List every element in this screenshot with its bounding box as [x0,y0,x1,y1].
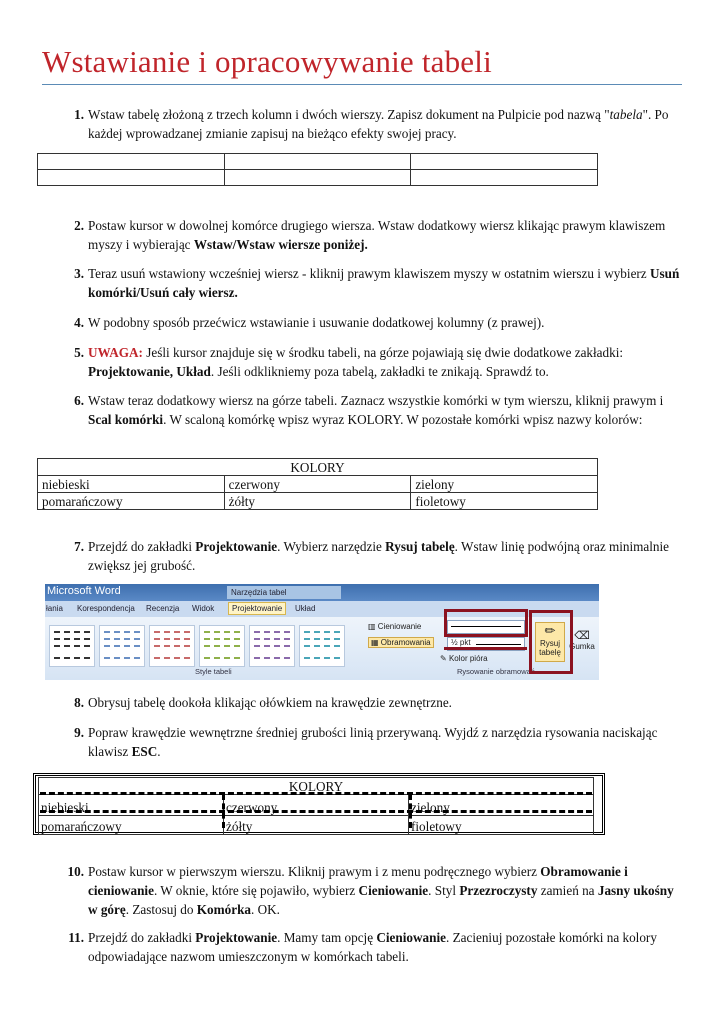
table-style-swatch[interactable] [99,625,145,667]
item-text: W podobny sposób przećwicz wstawianie i usuwanie dodatkowej kolumny (z prawej). [88,315,545,330]
dashed-col-line [409,794,412,828]
item-text: Postaw kursor w dowolnej komórce drugiego wiersza. Wstaw dodatkowy wiersz klikając prawym klawiszem myszy i wybierając Wstaw/Wstaw wiersze poniżej. [88,218,666,252]
instruction-1 [42,105,682,143]
instruction-3 [42,264,682,302]
styled-color-cell: żółty [224,816,409,835]
tab-korespondencja[interactable]: Korespondencja [77,604,135,613]
instruction-9 [42,723,682,761]
color-cell: pomarańczowy [38,493,225,510]
borders-icon: ▦ [371,638,381,647]
item-number: 3. [74,266,84,281]
instruction-6 [42,391,682,429]
instruction-7 [42,537,682,575]
color-cell: zielony [411,476,598,493]
shading-icon: ▥ [368,622,378,631]
shading-button[interactable]: ▥ Cieniowanie [368,622,422,631]
instruction-10 [42,862,682,919]
item-number: 10. [67,864,84,879]
group-label-draw: Rysowanie obramowań [457,667,535,676]
highlight-weight [444,633,527,650]
instruction-4 [42,313,682,332]
pencil-icon: ✏ [544,623,556,638]
instruction-5 [42,343,682,381]
color-cell: czerwony [224,476,411,493]
item-number: 2. [74,218,84,233]
dashed-row-line [40,810,592,813]
colors-header-cell: KOLORY [38,459,598,476]
instruction-2 [42,216,682,254]
pen-color-button[interactable]: ✎ Kolor pióra [440,654,488,663]
item-number: 9. [74,725,84,740]
item-text: Wstaw tabelę złożoną z trzech kolumn i dwóch wierszy. Zapisz dokument na Pulpicie pod nazwą "tabela". Po każdej wprowadzanej zmianie zapisuj na bieżąco efekty swojej pracy. [88,107,669,141]
draw-table-button[interactable]: ✏ Rysuj tabelę [535,622,565,662]
app-title: Microsoft Word [47,585,121,597]
tab-projektowanie[interactable]: Projektowanie [228,602,286,615]
tab-widok[interactable]: Widok [192,604,215,613]
eraser-icon: ⌫ [574,630,590,642]
item-text: Obrysuj tabelę dookoła klikając ołówkiem na krawędzie zewnętrzne. [88,695,452,710]
item-number: 4. [74,315,84,330]
tab-recenzja[interactable]: Recenzja [146,604,180,613]
item-text: Przejdź do zakładki Projektowanie. Wybierz narzędzie Rysuj tabelę. Wstaw linię podwójną oraz minimalnie zwiększ jej grubość. [88,539,670,573]
color-cell: żółty [224,493,411,510]
table-style-swatch[interactable] [49,625,95,667]
instruction-11 [42,928,682,966]
color-cell: niebieski [38,476,225,493]
item-number: 7. [74,539,84,554]
styled-color-cell: pomarańczowy [39,816,224,835]
tab-wstawianie[interactable]: łania [46,604,63,613]
dashed-row-line [40,792,592,795]
ribbon-titlebar [45,584,599,601]
instruction-8 [42,693,682,712]
item-number: 11. [68,930,84,945]
item-text: UWAGA: Jeśli kursor znajduje się w środku tabeli, na górze pojawiają się dwie dodatkowe zakładki: Projektowanie, Układ. Jeśli odklikniemy poza tabelą, zakładki te znikają. Sprawdź to. [88,345,624,379]
table-style-swatch[interactable] [299,625,345,667]
styled-header-cell: KOLORY [39,778,594,795]
eraser-button[interactable]: ⌫ Gumka [567,629,597,651]
styled-color-cell: zielony [409,795,594,816]
table-tools-label: Narzędzia tabel [227,586,341,599]
item-number: 8. [74,695,84,710]
item-number: 5. [74,345,84,360]
table-style-swatch[interactable] [249,625,295,667]
item-text: Popraw krawędzie wewnętrzne średniej grubości linią przerywaną. Wyjdź z narzędzia rysowania naciskając klawisz ESC. [88,725,658,759]
tab-uklad[interactable]: Układ [295,604,316,613]
item-text: Postaw kursor w pierwszym wierszu. Kliknij prawym i z menu podręcznego wybierz Obramowanie i cieniowanie. W oknie, które się pojawiło, wybierz Cieniowanie. Styl Przezroczysty zamień na Jasny ukośny w górę. Zastosuj do Komórka. OK. [88,864,674,917]
table-style-swatch[interactable] [199,625,245,667]
item-number: 1. [74,107,84,122]
styled-color-cell: niebieski [39,795,224,816]
page-title: Wstawianie i opracowywanie tabeli [42,44,492,79]
borders-button[interactable]: ▦ Obramowania [368,637,434,648]
word-ribbon-screenshot [45,584,599,680]
item-text: Przejdź do zakładki Projektowanie. Mamy tam opcję Cieniowanie. Zacieniuj pozostałe komórki na kolory odpowiadające nazwom umieszczonym w komórkach tabeli. [88,930,657,964]
colors-table [37,458,598,510]
title-underline [42,84,682,85]
styled-colors-table [38,777,594,835]
color-cell: fioletowy [411,493,598,510]
item-number: 6. [74,393,84,408]
empty-table [37,153,598,186]
item-text: Teraz usuń wstawiony wcześniej wiersz - kliknij prawym klawiszem myszy w ostatnim wierszu i wybierz Usuń komórki/Usuń cały wiersz. [88,266,680,300]
dashed-col-line [222,794,225,828]
pen-color-icon: ✎ [440,654,449,663]
item-text: Wstaw teraz dodatkowy wiersz na górze tabeli. Zaznacz wszystkie komórki w tym wierszu, kliknij prawym i Scal komórki. W scaloną komórkę wpisz wyraz KOLORY. W pozostałe komórki wpisz nazwy kolorów: [88,393,664,427]
line-weight-select[interactable]: ½ pkt [447,637,525,651]
table-style-swatch[interactable] [149,625,195,667]
group-label-styles: Style tabeli [195,667,232,676]
styled-color-cell: fioletowy [409,816,594,835]
highlight-draw-table [529,610,573,674]
styled-color-cell: czerwony [224,795,409,816]
